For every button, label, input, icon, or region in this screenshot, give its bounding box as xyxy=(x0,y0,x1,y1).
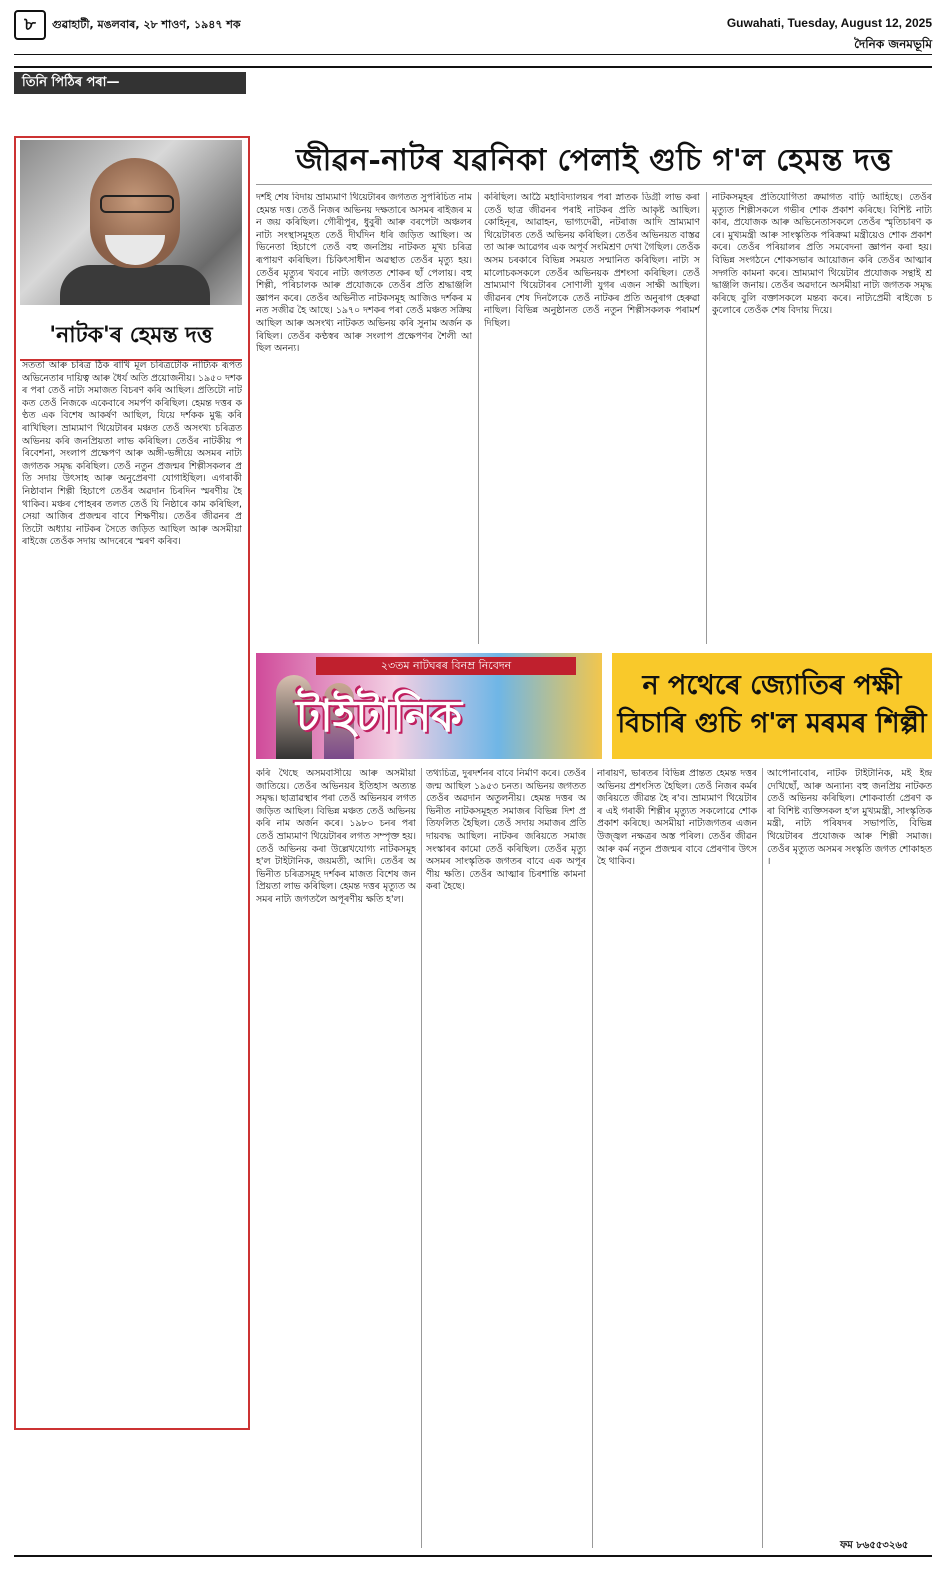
article2-col-a xyxy=(256,768,416,1548)
article2-col-c xyxy=(597,768,757,1548)
column-divider xyxy=(706,192,707,644)
footer-code: ফম ৮৬৫৫৩২৬৫ xyxy=(840,1540,909,1551)
column1-paragraph: সততা আৰু চৰিত্ৰ ঠিক ৰাখি মূল চৰিত্ৰটোক নাট্যিক ৰূপত অভিনেতাৰ দায়িত্ব আৰু ধৈৰ্য অতি প্ৰয়োজনীয়। ১৯৫০ দশকৰ পৰা তেওঁ নাট্য সমাজত বিচৰণ কৰি আছিল। প্ৰতিটো নাটকত তেওঁ নিজকে একেবাৰে সমৰ্পণ কৰিছিল। হেমন্ত দত্তৰ কণ্ঠত এক বিশেষ আকৰ্ষণ আছিল, যিয়ে দৰ্শকক মুগ্ধ কৰি ৰাখিছিল। ভ্ৰাম্যমাণ থিয়েটাৰৰ মঞ্চত তেওঁ অসংখ্য চৰিত্ৰত অভিনয় কৰি জনপ্ৰিয়তা লাভ কৰিছিল। তেওঁৰ নাটকীয় পৰিবেশনা, সংলাপ প্ৰক্ষেপণ আৰু অঙ্গী-ভঙ্গীয়ে অসমৰ নাট্য জগতক সমৃদ্ধ কৰিছিল। তেওঁ নতুন প্ৰজন্মৰ শিল্পীসকলৰ প্ৰতি সদায় উৎসাহ আৰু অনুপ্ৰেৰণা যোগাইছিল। এগৰাকী নিষ্ঠাবান শিল্পী হিচাপে তেওঁৰ অৱদান চিৰদিন স্মৰণীয় হৈ থাকিব। মঞ্চৰ পোহৰৰ তলত তেওঁ যি নিষ্ঠাৰে কাম কৰিছিল, সেয়া আজিৰ প্ৰজন্মৰ বাবে শিক্ষণীয়। তেওঁৰ জীৱনৰ প্ৰতিটো অধ্যায় নাটকৰ সৈতে জড়িত আছিল আৰু অসমীয়া ৰাইজে তেওঁক সদায় আদৰেৰে স্মৰণ কৰিব। xyxy=(22,360,242,548)
article2-headline-line1: ন পথেৰে জ্যোতিৰ পক্ষী xyxy=(642,670,902,701)
article2-col-b-text: তথ্যচিত্ৰ, দুৰদৰ্শনৰ বাবে নিৰ্মাণ কৰে। তেওঁৰ জন্ম আছিল ১৯৫৩ চনত। অভিনয় জগতত তেওঁৰ অৱদান অতুলনীয়। হেমন্ত দত্তৰ অভিনীত নাটকসমূহত সমাজৰ বিভিন্ন দিশ প্ৰতিফলিত হৈছিল। তেওঁ সদায় সমাজৰ প্ৰতি দায়বদ্ধ আছিল। নাটকৰ জৰিয়তে সমাজ সংস্কাৰৰ কামো তেওঁ কৰিছিল। তেওঁৰ মৃত্যু অসমৰ সাংস্কৃতিক জগতৰ বাবে এক অপূৰণীয় ক্ষতি। তেওঁৰ আত্মাৰ চিৰশান্তি কামনা কৰা হৈছে। xyxy=(426,768,586,893)
column-divider xyxy=(421,768,422,1548)
portrait-shirt xyxy=(60,265,210,305)
headline-rule xyxy=(256,184,932,185)
continued-label: তিনি পিঠিৰ পৰা— xyxy=(14,72,246,94)
article2-col-a-text: কৰি থৈছে অসমবাসীয়ে আৰু অসমীয়া জাতিয়ে। তেওঁৰ অভিনয়ৰ ইতিহাস অত্যন্ত সমৃদ্ধ। ছাত্ৰাৱস্থাৰ পৰা তেওঁ অভিনয়ৰ লগত জড়িত আছিল। বিভিন্ন মঞ্চত তেওঁ অভিনয় কৰি নাম অৰ্জন কৰে। ১৯৮০ চনৰ পৰা তেওঁ ভ্ৰাম্যমাণ থিয়েটাৰৰ লগত সম্পৃক্ত হয়। তেওঁ অভিনয় কৰা উল্লেখযোগ্য নাটকসমূহ হ'ল টাইটানিক, জয়মতী, আদি। তেওঁৰ অভিনীত চৰিত্ৰসমূহ দৰ্শকৰ মাজত বিশেষ জনপ্ৰিয়তা লাভ কৰিছিল। হেমন্ত দত্তৰ মৃত্যুত অসমৰ নাট্য জগতলৈ অপূৰণীয় ক্ষতি হ'ল। xyxy=(256,768,416,905)
column1-title: 'নাটক'ৰ হেমন্ত দত্ত xyxy=(20,318,242,361)
column-divider xyxy=(592,768,593,1548)
left-dateline: গুৱাহাটী, মঙলবাৰ, ২৮ শাওণ, ১৯৪৭ শক xyxy=(52,18,241,31)
right-dateline: Guwahati, Tuesday, August 12, 2025 xyxy=(726,16,932,30)
portrait-photo xyxy=(20,140,242,305)
article1-headline: জীৱন-নাটৰ যৱনিকা পেলাই গুচি গ'ল হেমন্ত দত্ত xyxy=(295,143,893,178)
article1-col-b-text: কৰিছিল। আঠৈ মহাবিদ্যালয়ৰ পৰা স্নাতক ডিগ্ৰী লাভ কৰা তেওঁ ছাত্ৰ জীৱনৰ পৰাই নাটকৰ প্ৰতি আকৃষ্ট আছিল। কোহিনূৰ, আৱাহন, ভাগ্যদেৱী, নটৰাজ আদি ভ্ৰাম্যমাণ থিয়েটাৰত তেওঁ অভিনয় কৰিছিল। তেওঁৰ অভিনয়ত বাস্তৱতা আৰু আৱেগৰ এক অপূৰ্ব সংমিশ্ৰণ দেখা গৈছিল। তেওঁক অসম চৰকাৰে বিভিন্ন সময়ত সন্মানিত কৰিছিল। নাট্য সমালোচকসকলে তেওঁৰ অভিনয়ক প্ৰশংসা কৰিছিল। তেওঁ ভ্ৰাম্যমাণ থিয়েটাৰৰ সোণালী যুগৰ এজন সাক্ষী আছিল। জীৱনৰ শেষ দিনলৈকে তেওঁ নাটকৰ প্ৰতি অনুৰাগ হেৰুৱা নাছিল। বিভিন্ন অনুষ্ঠানত তেওঁ নতুন শিল্পীসকলক পৰামৰ্শ দিছিল। xyxy=(484,192,700,329)
titanic-banner-photo xyxy=(256,653,602,759)
article1-col-a xyxy=(256,192,472,644)
article1-col-b xyxy=(484,192,700,644)
banner-top-text: ২৩তম নাটঘৰৰ বিনম্ৰ নিবেদন xyxy=(316,657,576,675)
article2-headline-line2: বিচাৰি গুচি গ'ল মৰমৰ শিল্পী xyxy=(617,708,927,739)
article1-col-a-text: দৰ্শই শেষ বিদায় ভ্ৰাম্যমাণ থিয়েটাৰৰ জগতত সুপৰিচিত নাম হেমন্ত দত্ত। তেওঁ নিজৰ অভিনয় দক্ষতাৰে অসমৰ ৰাইজৰ মন জয় কৰিছিল। গৌৰীপুৰ, ধুবুৰী আৰু বৰপেটা অঞ্চলৰ নাট্য সংস্থাসমূহত তেওঁ দীৰ্ঘদিন ধৰি জড়িত আছিল। অভিনেতা হিচাপে তেওঁ বহু জনপ্ৰিয় নাটকত মূখ্য চৰিত্ৰ ৰূপায়ণ কৰিছিল। চিকিৎসাধীন অৱস্থাত তেওঁৰ মৃত্যু হয়। তেওঁৰ মৃত্যুৰ খবৰে নাট্য জগতত শোকৰ ছাঁ পেলায়। বহু শিল্পী, পৰিচালক আৰু প্ৰযোজকে তেওঁৰ প্ৰতি শ্ৰদ্ধাঞ্জলি জ্ঞাপন কৰে। তেওঁৰ অভিনীত নাটকসমূহ আজিও দৰ্শকৰ মনত সজীৱ হৈ আছে। ১৯৭০ দশকৰ পৰা তেওঁ মঞ্চত সক্ৰিয় আছিল আৰু অসংখ্য নাটকত অভিনয় কৰি সুনাম অৰ্জন কৰিছিল। তেওঁৰ কণ্ঠস্বৰ আৰু সংলাপ প্ৰক্ষেপণৰ শৈলী আছিল অনন্য। xyxy=(256,192,472,355)
page-header xyxy=(14,8,932,68)
banner-word: টাইটানিক xyxy=(296,691,462,742)
paper-name: দৈনিক জনমভূমি xyxy=(854,37,932,51)
article1-col-c xyxy=(712,192,932,644)
article1-col-c-text: নাটকসমূহৰ প্ৰতিযোগিতা ক্ৰমাগত বাঢ়ি আহিছে। তেওঁৰ মৃত্যুত শিল্পীসকলে গভীৰ শোক প্ৰকাশ কৰিছে। বিশিষ্ট নাট্যকাৰ, প্ৰযোজক আৰু অভিনেতাসকলে তেওঁৰ স্মৃতিচাৰণ কৰে। মুখ্যমন্ত্ৰী আৰু সাংস্কৃতিক পৰিক্ৰমা মন্ত্ৰীয়েও শোক প্ৰকাশ কৰে। তেওঁৰ পৰিয়ালৰ প্ৰতি সমবেদনা জ্ঞাপন কৰা হয়। বিভিন্ন সংগঠনে শোকসভাৰ আয়োজন কৰি তেওঁৰ আত্মাৰ সদ্গতি কামনা কৰে। ভ্ৰাম্যমাণ থিয়েটাৰ প্ৰযোজক সন্থাই শ্ৰদ্ধাঞ্জলি জনায়। তেওঁৰ অৱদানে অসমীয়া নাট্য জগতক সমৃদ্ধ কৰিছে বুলি বক্তাসকলে মন্তব্য কৰে। নাট্যপ্ৰেমী ৰাইজে চকুলোৰে তেওঁক শেষ বিদায় দিয়ে। xyxy=(712,192,932,317)
portrait-glasses xyxy=(100,195,174,213)
article2-headline xyxy=(612,653,932,759)
article2-col-b xyxy=(426,768,586,1548)
article2-col-d xyxy=(767,768,932,1528)
column1-body xyxy=(22,360,242,1420)
article2-col-c-text: নাৰায়ণ, ভাৰতৰ বিভিন্ন প্ৰান্তত হেমন্ত দত্তৰ অভিনয় প্ৰশংসিত হৈছিল। তেওঁ নিজৰ কৰ্মৰ জৰিয়তে জীৱন্ত হৈ ৰ'ব। ভ্ৰাম্যমাণ থিয়েটাৰৰ এই গৰাকী শিল্পীৰ মৃত্যুত সকলোৱে শোক প্ৰকাশ কৰিছে। অসমীয়া নাট্যজগতৰ এজন উজ্জ্বল নক্ষত্ৰৰ অস্ত পৰিল। তেওঁৰ জীৱন আৰু কৰ্ম নতুন প্ৰজন্মৰ বাবে প্ৰেৰণাৰ উৎস হৈ থাকিব। xyxy=(597,768,757,868)
page-number: ৮ xyxy=(14,10,46,40)
article2-col-d-text: আপোনাবোৰ, নাটক টাইটানিক, মই ইন্দ্ৰ দেখিছোঁ, আৰু অন্যান্য বহু জনপ্ৰিয় নাটকত তেওঁ অভিনয় কৰিছিল। শোকবাৰ্তা প্ৰেৰণ কৰা বিশিষ্ট ব্যক্তিসকল হ'ল মুখ্যমন্ত্ৰী, সাংস্কৃতিক মন্ত্ৰী, নাট্য পৰিষদৰ সভাপতি, বিভিন্ন থিয়েটাৰৰ প্ৰযোজক আৰু শিল্পী সমাজ। তেওঁৰ মৃত্যুত অসমৰ সংস্কৃতি জগত শোকাহত। xyxy=(767,768,932,868)
column-divider xyxy=(478,192,479,644)
bottom-rule xyxy=(14,1555,932,1557)
column-divider xyxy=(762,768,763,1548)
header-rule xyxy=(14,54,932,55)
